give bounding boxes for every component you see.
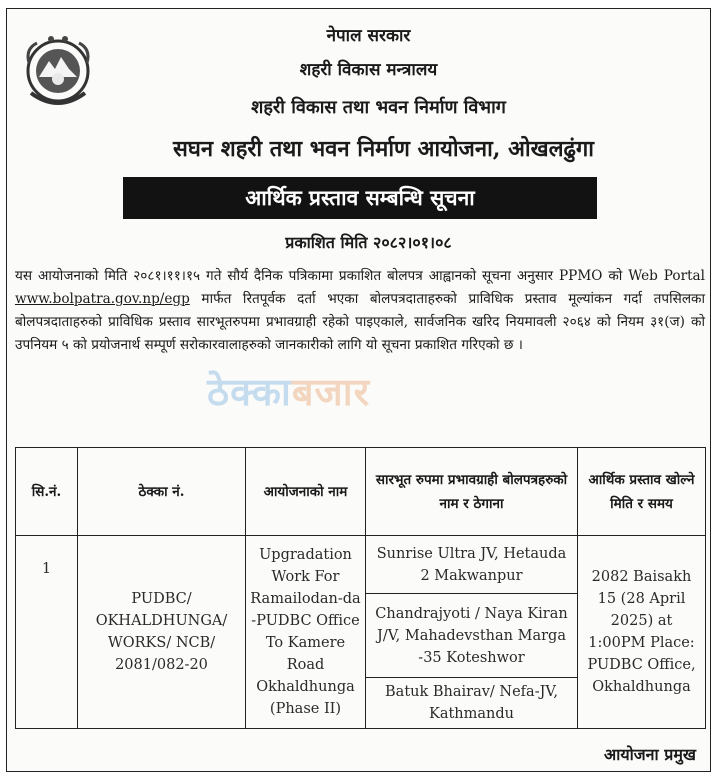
bolpatra-link[interactable]: www.bolpatra.gov.np/egp [15,291,190,307]
cell-bidder-1: Sunrise Ultra JV, Hetauda 2 Makwanpur [366,536,578,594]
signature-project-chief: आयोजना प्रमुख [603,745,696,764]
table-header-row [16,448,706,536]
header-ministry: शहरी विकास मन्त्रालय [299,60,438,80]
header-project-name: आयोजनाको नाम [246,448,366,536]
bid-table [15,447,706,729]
table-row [16,536,706,594]
cell-bidder-3: Batuk Bhairav/ Nefa-JV, Kathmandu [366,678,578,729]
cell-bidder-2: Chandrajyoti / Naya Kiran J/V, Mahadevsthan Marga -35 Koteshwor [366,594,578,678]
header-department: शहरी विकास तथा भवन निर्माण विभाग [251,97,506,118]
watermark-part2: बजार [291,370,371,414]
notice-page [6,8,711,772]
cell-sn: 1 [16,536,78,729]
published-date: प्रकाशित मिति २०८२।०१।०८ [285,233,452,252]
watermark-logo [207,365,370,417]
notice-body-part2: मार्फत रितपूर्वक दर्ता भएका बोलपत्रदाताहरुको प्राविधिक प्रस्ताव मूल्यांकन गर्दा तपसिलका बोलपत्रदाताहरुको प्राविधिक प्रस्ताव सारभूतरुपमा प्रभावग्राही रहेको पाइएकाले, सार्वजनिक खरिद नियमावली २०६४ को नियम ३१(ज) को उपनियम ५ को प्रयोजनार्थ सम्पूर्ण सरोकारवालाहरुको जानकारीको लागि यो सूचना प्रकाशित गरिएको छ । [15,291,705,353]
cell-opening-date: 2082 Baisakh 15 (28 April 2025) at 1:00PM Place: PUDBC Office, Okhaldhunga [578,536,706,729]
header-government: नेपाल सरकार [326,26,411,46]
notice-body [15,265,705,357]
header-opening-date: आर्थिक प्रस्ताव खोल्ने मिति र समय [578,448,706,536]
cell-project-name: Upgradation Work For Ramailodan-da -PUDBC Office To Kamere Road Okhaldhunga (Phase II) [246,536,366,729]
header-bidders: सारभूत रुपमा प्रभावग्राही बोलपत्रहरुको नाम र ठेगाना [366,448,578,536]
header-project-office: सघन शहरी तथा भवन निर्माण आयोजना, ओखलढुंगा [173,136,594,162]
header-sn: सि.नं. [16,448,78,536]
header-contract-no: ठेक्का नं. [78,448,246,536]
notice-title: आर्थिक प्रस्ताव सम्बन्धि सूचना [123,177,597,219]
notice-body-part1: यस आयोजनाको मिति २०८१।११।१५ गते सौर्य दैनिक पत्रिकामा प्रकाशित बोलपत्र आह्वानको सूचना अनुसार PPMO को Web Portal [15,268,705,284]
cell-contract-no: PUDBC/ OKHALDHUNGA/ WORKS/ NCB/ 2081/082-20 [78,536,246,729]
watermark-part1: ठेक्का [207,370,292,414]
